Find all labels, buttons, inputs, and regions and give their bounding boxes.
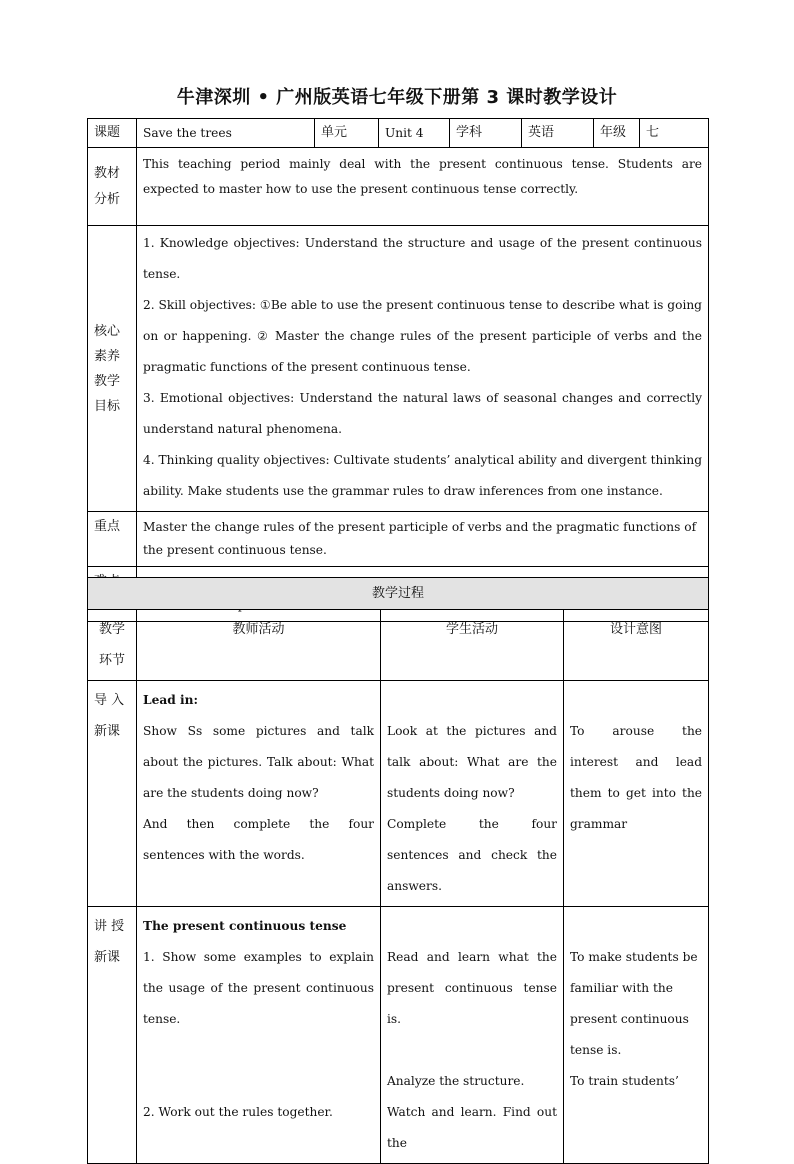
design-intent: To make students be familiar with the present continuous tense is. To train students’ — [564, 907, 709, 1164]
design-intent: To arouse the interest and lead them to get into the grammar — [564, 681, 709, 907]
col-teacher: 教师活动 — [137, 610, 381, 681]
unit-value: Unit 4 — [379, 119, 450, 148]
objectives-list — [137, 226, 709, 512]
key-points-label: 重点 — [88, 512, 137, 567]
col-intent: 设计意图 — [564, 610, 709, 681]
page-title: 牛津深圳 • 广州版英语七年级下册第 3 课时教学设计 — [176, 87, 618, 108]
table-row — [88, 681, 709, 907]
objectives-label: 核心 素养 教学 目标 — [88, 226, 137, 512]
objective-item: 2. Skill objectives: ①Be able to use the present continuous tense to describe what is going on or happening. ② Master the change rules of the present participle of verbs and the pragmatic functions of the present continuous tense. — [143, 298, 702, 374]
grade-label: 年级 — [594, 119, 640, 148]
process-table — [87, 577, 709, 1164]
grade-value: 七 — [640, 119, 709, 148]
info-row — [88, 119, 709, 148]
subject-value: 英语 — [522, 119, 594, 148]
objective-item: 4. Thinking quality objectives: Cultivate students’ analytical ability and divergent thinking ability. Make students use the grammar rules to draw inferences from one instance. — [143, 453, 702, 498]
unit-label: 单元 — [315, 119, 379, 148]
col-stage: 教学 环节 — [88, 610, 137, 681]
teacher-activity: The present continuous tense 1. Show some examples to explain the usage of the present continuous tense. 2. Work out the rules together. — [137, 907, 381, 1164]
topic-label: 课题 — [88, 119, 137, 148]
objective-item: 3. Emotional objectives: Understand the natural laws of seasonal changes and correctly understand natural phenomena. — [143, 391, 702, 436]
subject-label: 学科 — [450, 119, 522, 148]
process-header: 教学过程 — [88, 578, 709, 610]
process-column-headers — [88, 610, 709, 681]
stage-teaching: 讲 授 新课 — [88, 907, 137, 1164]
student-activity: Read and learn what the present continuous tense is. Analyze the structure. Watch and learn. Find out the — [381, 907, 564, 1164]
info-table — [87, 118, 709, 622]
analysis-row — [88, 148, 709, 226]
analysis-label: 教材 分析 — [88, 148, 137, 226]
analysis-text: This teaching period mainly deal with the present continuous tense. Students are expected to master how to use the present continuous tense correctly. — [137, 148, 709, 226]
objective-item: 1. Knowledge objectives: Understand the structure and usage of the present continuous tense. — [143, 236, 702, 281]
key-points-text: Master the change rules of the present participle of verbs and the pragmatic functions of the present continuous tense. — [137, 512, 709, 567]
objectives-row — [88, 226, 709, 512]
student-activity: Look at the pictures and talk about: What are the students doing now? Complete the four sentences and check the answers. — [381, 681, 564, 907]
key-points-row — [88, 512, 709, 567]
topic-value: Save the trees — [137, 119, 315, 148]
stage-lead-in: 导 入 新课 — [88, 681, 137, 907]
col-student: 学生活动 — [381, 610, 564, 681]
teacher-activity: Lead in: Show Ss some pictures and talk about the pictures. Talk about: What are the students doing now? And then complete the four sentences with the words. — [137, 681, 381, 907]
table-row — [88, 907, 709, 1164]
